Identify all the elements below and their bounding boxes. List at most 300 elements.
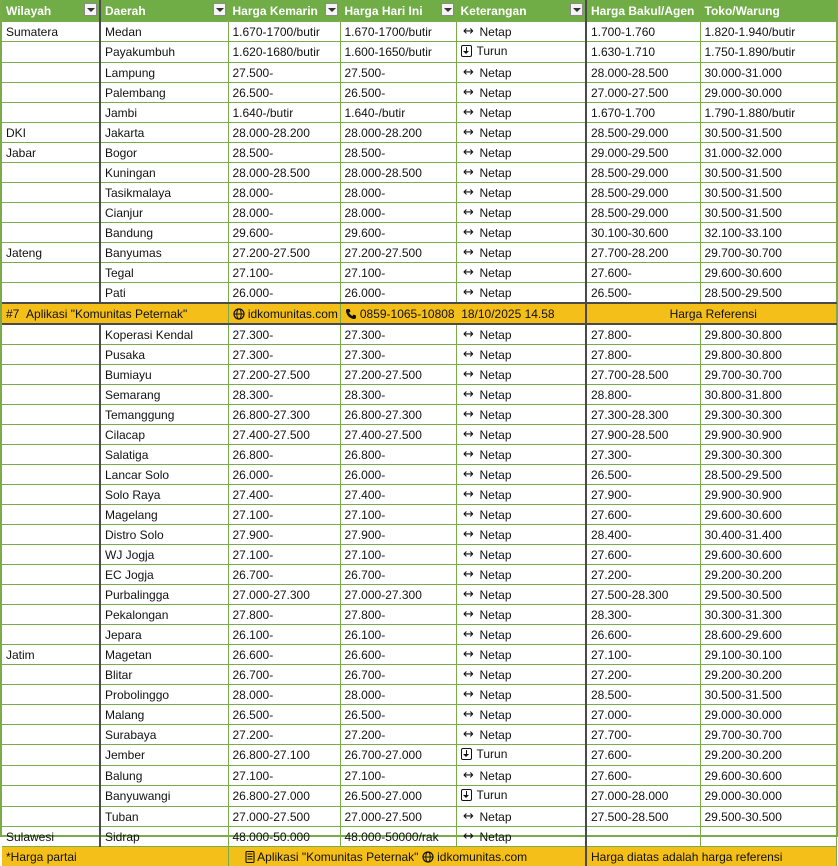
cell-toko-warung[interactable]: 29.600-30.600: [700, 505, 836, 525]
cell-toko-warung[interactable]: 29.200-30.200: [700, 665, 836, 685]
cell-daerah[interactable]: Blitar: [100, 665, 228, 685]
col-header-harga-bakul[interactable]: Harga Bakul/Agen: [586, 0, 700, 22]
cell-daerah[interactable]: Probolinggo: [100, 685, 228, 705]
cell-daerah[interactable]: Distro Solo: [100, 525, 228, 545]
cell-harga-bakul[interactable]: 27.700-28.200: [586, 243, 700, 263]
trend-flat-icon: ↔: [461, 388, 477, 402]
cell-wilayah[interactable]: Jateng: [2, 243, 100, 263]
cell-harga-hari-ini[interactable]: 1.600-1650/butir: [340, 42, 456, 63]
cell-toko-warung[interactable]: 29.000-30.000: [700, 786, 836, 807]
band-site[interactable]: idkomunitas.com: [248, 307, 338, 321]
cell-harga-hari-ini[interactable]: 27.200-27.500: [340, 243, 456, 263]
cell-daerah[interactable]: Pekalongan: [100, 605, 228, 625]
cell-harga-hari-ini[interactable]: 27.500-: [340, 63, 456, 83]
cell-harga-bakul[interactable]: 27.600-: [586, 745, 700, 766]
cell-harga-bakul[interactable]: 27.600-: [586, 766, 700, 786]
cell-daerah[interactable]: Semarang: [100, 385, 228, 405]
trend-flat-icon: ↔: [461, 688, 477, 702]
cell-wilayah[interactable]: [2, 665, 100, 685]
filter-dropdown-icon[interactable]: [570, 3, 583, 16]
cell-harga-kemarin[interactable]: 26.500-: [228, 705, 340, 725]
cell-harga-hari-ini[interactable]: 27.000-27.300: [340, 585, 456, 605]
cell-keterangan[interactable]: [456, 485, 586, 505]
cell-keterangan[interactable]: [456, 42, 586, 63]
cell-keterangan[interactable]: [456, 203, 586, 223]
cell-harga-hari-ini[interactable]: 28.000-: [340, 203, 456, 223]
cell-harga-kemarin[interactable]: 26.800-27.100: [228, 745, 340, 766]
cell-harga-bakul[interactable]: 28.500-29.000: [586, 203, 700, 223]
cell-toko-warung[interactable]: 29.700-30.700: [700, 243, 836, 263]
cell-keterangan[interactable]: [456, 365, 586, 385]
cell-harga-bakul[interactable]: 1.670-1.700: [586, 103, 700, 123]
cell-harga-hari-ini[interactable]: 26.000-: [340, 465, 456, 485]
cell-daerah[interactable]: Bandung: [100, 223, 228, 243]
cell-toko-warung[interactable]: 29.200-30.200: [700, 745, 836, 766]
cell-wilayah[interactable]: [2, 203, 100, 223]
filter-dropdown-icon[interactable]: [325, 3, 338, 16]
cell-keterangan[interactable]: [456, 183, 586, 203]
cell-keterangan[interactable]: [456, 83, 586, 103]
cell-wilayah[interactable]: [2, 807, 100, 827]
cell-harga-kemarin[interactable]: 29.600-: [228, 223, 340, 243]
col-header-daerah[interactable]: Daerah: [100, 0, 228, 22]
cell-harga-bakul[interactable]: 27.200-: [586, 665, 700, 685]
cell-harga-bakul[interactable]: 29.000-29.500: [586, 143, 700, 163]
filter-dropdown-icon[interactable]: [84, 3, 97, 16]
cell-harga-bakul[interactable]: 28.300-: [586, 605, 700, 625]
cell-harga-bakul[interactable]: 28.500-29.000: [586, 163, 700, 183]
cell-harga-hari-ini[interactable]: 26.800-27.300: [340, 405, 456, 425]
cell-toko-warung[interactable]: 29.600-30.600: [700, 545, 836, 565]
trend-flat-icon: ↔: [461, 668, 477, 682]
cell-harga-hari-ini[interactable]: 26.600-: [340, 645, 456, 665]
cell-wilayah[interactable]: [2, 405, 100, 425]
cell-harga-kemarin[interactable]: 26.700-: [228, 665, 340, 685]
cell-wilayah[interactable]: Sulawesi: [2, 827, 100, 847]
cell-harga-bakul[interactable]: 1.630-1.710: [586, 42, 700, 63]
cell-daerah[interactable]: Koperasi Kendal: [100, 324, 228, 345]
cell-toko-warung[interactable]: 29.800-30.800: [700, 324, 836, 345]
cell-harga-kemarin[interactable]: 27.100-: [228, 505, 340, 525]
cell-keterangan[interactable]: [456, 123, 586, 143]
cell-wilayah[interactable]: [2, 585, 100, 605]
cell-harga-hari-ini[interactable]: 27.200-27.500: [340, 365, 456, 385]
cell-keterangan[interactable]: [456, 585, 586, 605]
cell-harga-hari-ini[interactable]: 26.700-: [340, 665, 456, 685]
cell-harga-kemarin[interactable]: 28.000-28.200: [228, 123, 340, 143]
footer-app-cell: [228, 847, 586, 866]
cell-daerah[interactable]: Tegal: [100, 263, 228, 283]
cell-wilayah[interactable]: [2, 685, 100, 705]
cell-harga-bakul[interactable]: 27.700-28.500: [586, 365, 700, 385]
cell-wilayah[interactable]: [2, 183, 100, 203]
cell-daerah[interactable]: Palembang: [100, 83, 228, 103]
cell-harga-hari-ini[interactable]: 27.800-: [340, 605, 456, 625]
cell-harga-kemarin[interactable]: 27.100-: [228, 263, 340, 283]
cell-keterangan[interactable]: [456, 405, 586, 425]
cell-keterangan[interactable]: [456, 665, 586, 685]
trend-flat-icon: ↔: [461, 408, 477, 422]
cell-harga-hari-ini[interactable]: 26.500-: [340, 83, 456, 103]
cell-toko-warung[interactable]: 1.750-1.890/butir: [700, 42, 836, 63]
cell-harga-kemarin[interactable]: 1.640-/butir: [228, 103, 340, 123]
cell-daerah[interactable]: Kuningan: [100, 163, 228, 183]
cell-wilayah[interactable]: [2, 625, 100, 645]
cell-daerah[interactable]: Pati: [100, 283, 228, 304]
cell-daerah[interactable]: Sidrap: [100, 827, 228, 847]
cell-keterangan[interactable]: [456, 243, 586, 263]
cell-toko-warung[interactable]: 29.500-30.500: [700, 585, 836, 605]
cell-daerah[interactable]: Pusaka: [100, 345, 228, 365]
cell-wilayah[interactable]: Jatim: [2, 645, 100, 665]
cell-harga-kemarin[interactable]: 1.620-1680/butir: [228, 42, 340, 63]
col-header-harga-hari-ini[interactable]: Harga Hari Ini: [340, 0, 456, 22]
cell-daerah[interactable]: Medan: [100, 22, 228, 42]
cell-daerah[interactable]: Jambi: [100, 103, 228, 123]
cell-toko-warung[interactable]: 30.300-31.300: [700, 605, 836, 625]
cell-daerah[interactable]: Tuban: [100, 807, 228, 827]
cell-harga-hari-ini[interactable]: 27.000-27.500: [340, 807, 456, 827]
cell-daerah[interactable]: Balung: [100, 766, 228, 786]
cell-harga-hari-ini[interactable]: 26.700-27.000: [340, 745, 456, 766]
cell-toko-warung[interactable]: 29.000-30.000: [700, 705, 836, 725]
cell-daerah[interactable]: Magetan: [100, 645, 228, 665]
cell-keterangan[interactable]: [456, 725, 586, 745]
table-row: [2, 385, 836, 405]
cell-keterangan[interactable]: [456, 263, 586, 283]
cell-daerah[interactable]: Malang: [100, 705, 228, 725]
cell-keterangan[interactable]: [456, 545, 586, 565]
cell-keterangan[interactable]: [456, 445, 586, 465]
cell-wilayah[interactable]: [2, 63, 100, 83]
cell-harga-hari-ini[interactable]: 27.400-27.500: [340, 425, 456, 445]
cell-toko-warung[interactable]: 30.500-31.500: [700, 163, 836, 183]
cell-keterangan[interactable]: [456, 505, 586, 525]
cell-toko-warung[interactable]: 1.790-1.880/butir: [700, 103, 836, 123]
cell-daerah[interactable]: Solo Raya: [100, 485, 228, 505]
cell-keterangan[interactable]: [456, 465, 586, 485]
cell-harga-kemarin[interactable]: 27.100-: [228, 545, 340, 565]
cell-toko-warung[interactable]: 30.500-31.500: [700, 123, 836, 143]
cell-toko-warung[interactable]: 30.500-31.500: [700, 183, 836, 203]
cell-toko-warung[interactable]: 29.300-30.300: [700, 405, 836, 425]
cell-wilayah[interactable]: Jabar: [2, 143, 100, 163]
cell-harga-bakul[interactable]: 27.000-27.500: [586, 83, 700, 103]
cell-harga-kemarin[interactable]: 27.000-27.300: [228, 585, 340, 605]
col-header-wilayah[interactable]: Wilayah: [2, 0, 100, 22]
cell-harga-bakul[interactable]: 28.500-29.000: [586, 183, 700, 203]
cell-harga-kemarin[interactable]: 28.000-: [228, 203, 340, 223]
cell-harga-hari-ini[interactable]: 26.500-: [340, 705, 456, 725]
cell-wilayah[interactable]: [2, 445, 100, 465]
col-header-toko-warung[interactable]: Toko/Warung: [700, 0, 836, 22]
cell-toko-warung[interactable]: 29.000-30.000: [700, 83, 836, 103]
cell-harga-hari-ini[interactable]: 28.000-: [340, 183, 456, 203]
cell-harga-bakul[interactable]: 27.600-: [586, 263, 700, 283]
cell-harga-bakul[interactable]: 28.000-28.500: [586, 63, 700, 83]
cell-keterangan[interactable]: [456, 705, 586, 725]
cell-harga-hari-ini[interactable]: 28.500-: [340, 143, 456, 163]
cell-keterangan[interactable]: [456, 645, 586, 665]
cell-toko-warung[interactable]: 29.900-30.900: [700, 485, 836, 505]
cell-harga-bakul[interactable]: 27.800-: [586, 324, 700, 345]
cell-harga-hari-ini[interactable]: 27.900-: [340, 525, 456, 545]
cell-wilayah[interactable]: [2, 745, 100, 766]
cell-harga-hari-ini[interactable]: 28.000-28.200: [340, 123, 456, 143]
cell-harga-bakul[interactable]: 28.500-: [586, 685, 700, 705]
cell-keterangan[interactable]: [456, 685, 586, 705]
cell-harga-hari-ini[interactable]: 27.300-: [340, 345, 456, 365]
cell-daerah[interactable]: Tasikmalaya: [100, 183, 228, 203]
cell-harga-kemarin[interactable]: 27.100-: [228, 766, 340, 786]
cell-wilayah[interactable]: [2, 283, 100, 304]
cell-wilayah[interactable]: [2, 766, 100, 786]
cell-harga-bakul[interactable]: 27.100-: [586, 645, 700, 665]
cell-harga-bakul[interactable]: 27.700-: [586, 725, 700, 745]
cell-harga-bakul[interactable]: 27.600-: [586, 505, 700, 525]
cell-daerah[interactable]: Cianjur: [100, 203, 228, 223]
cell-harga-hari-ini[interactable]: 26.100-: [340, 625, 456, 645]
cell-harga-hari-ini[interactable]: 28.000-: [340, 685, 456, 705]
cell-toko-warung[interactable]: 29.200-30.200: [700, 565, 836, 585]
cell-wilayah[interactable]: [2, 83, 100, 103]
cell-keterangan[interactable]: [456, 525, 586, 545]
cell-harga-kemarin[interactable]: 26.500-: [228, 83, 340, 103]
cell-harga-bakul[interactable]: 27.600-: [586, 545, 700, 565]
cell-harga-kemarin[interactable]: 27.200-27.500: [228, 365, 340, 385]
cell-keterangan[interactable]: [456, 565, 586, 585]
cell-toko-warung[interactable]: 29.600-30.600: [700, 263, 836, 283]
col-header-harga-kemarin[interactable]: Harga Kemarin: [228, 0, 340, 22]
cell-wilayah[interactable]: [2, 103, 100, 123]
cell-keterangan[interactable]: [456, 425, 586, 445]
cell-harga-kemarin[interactable]: 27.500-: [228, 63, 340, 83]
cell-keterangan[interactable]: [456, 143, 586, 163]
cell-harga-hari-ini[interactable]: 28.000-28.500: [340, 163, 456, 183]
cell-harga-kemarin[interactable]: 27.200-27.500: [228, 243, 340, 263]
keterangan-label: Netap: [480, 586, 512, 604]
trend-flat-icon: ↔: [461, 628, 477, 642]
cell-harga-hari-ini[interactable]: 26.800-: [340, 445, 456, 465]
cell-keterangan[interactable]: [456, 786, 586, 807]
cell-toko-warung[interactable]: 29.100-30.100: [700, 645, 836, 665]
cell-wilayah[interactable]: [2, 42, 100, 63]
cell-harga-kemarin[interactable]: 28.000-: [228, 685, 340, 705]
cell-harga-hari-ini[interactable]: 29.600-: [340, 223, 456, 243]
cell-harga-hari-ini[interactable]: 26.700-: [340, 565, 456, 585]
cell-daerah[interactable]: Cilacap: [100, 425, 228, 445]
cell-harga-bakul[interactable]: 28.400-: [586, 525, 700, 545]
cell-wilayah[interactable]: [2, 223, 100, 243]
cell-daerah[interactable]: Jember: [100, 745, 228, 766]
cell-toko-warung[interactable]: 31.000-32.000: [700, 143, 836, 163]
cell-harga-bakul[interactable]: 27.500-28.300: [586, 585, 700, 605]
cell-daerah[interactable]: EC Jogja: [100, 565, 228, 585]
cell-toko-warung[interactable]: 29.700-30.700: [700, 725, 836, 745]
cell-harga-kemarin[interactable]: 26.800-: [228, 445, 340, 465]
cell-harga-kemarin[interactable]: 28.000-: [228, 183, 340, 203]
cell-daerah[interactable]: Jepara: [100, 625, 228, 645]
cell-harga-bakul[interactable]: 27.200-: [586, 565, 700, 585]
cell-daerah[interactable]: Bogor: [100, 143, 228, 163]
filter-dropdown-icon[interactable]: [213, 3, 226, 16]
cell-harga-kemarin[interactable]: 27.200-: [228, 725, 340, 745]
cell-wilayah[interactable]: [2, 365, 100, 385]
cell-wilayah[interactable]: [2, 324, 100, 345]
cell-wilayah[interactable]: [2, 345, 100, 365]
cell-daerah[interactable]: Jakarta: [100, 123, 228, 143]
cell-toko-warung[interactable]: 28.500-29.500: [700, 283, 836, 304]
keterangan-label: Netap: [480, 726, 512, 744]
cell-keterangan[interactable]: [456, 807, 586, 827]
cell-harga-bakul[interactable]: 27.800-: [586, 345, 700, 365]
cell-harga-kemarin[interactable]: 26.800-27.000: [228, 786, 340, 807]
cell-toko-warung[interactable]: 29.700-30.700: [700, 365, 836, 385]
cell-harga-hari-ini[interactable]: 27.100-: [340, 766, 456, 786]
cell-wilayah[interactable]: [2, 705, 100, 725]
cell-daerah[interactable]: Bumiayu: [100, 365, 228, 385]
cell-keterangan[interactable]: [456, 22, 586, 42]
cell-keterangan[interactable]: [456, 283, 586, 304]
cell-harga-bakul[interactable]: 30.100-30.600: [586, 223, 700, 243]
cell-harga-hari-ini[interactable]: 26.000-: [340, 283, 456, 304]
cell-wilayah[interactable]: [2, 545, 100, 565]
cell-toko-warung[interactable]: 30.500-31.500: [700, 203, 836, 223]
cell-daerah[interactable]: Payakumbuh: [100, 42, 228, 63]
cell-harga-kemarin[interactable]: 26.700-: [228, 565, 340, 585]
cell-harga-hari-ini[interactable]: 28.300-: [340, 385, 456, 405]
cell-daerah[interactable]: Banyumas: [100, 243, 228, 263]
cell-harga-kemarin[interactable]: 27.300-: [228, 324, 340, 345]
cell-harga-kemarin[interactable]: 26.000-: [228, 283, 340, 304]
cell-harga-kemarin[interactable]: 28.000-28.500: [228, 163, 340, 183]
cell-wilayah[interactable]: [2, 565, 100, 585]
cell-harga-hari-ini[interactable]: 27.100-: [340, 263, 456, 283]
cell-daerah[interactable]: Lancar Solo: [100, 465, 228, 485]
cell-harga-hari-ini[interactable]: 1.670-1700/butir: [340, 22, 456, 42]
cell-toko-warung[interactable]: 30.000-31.000: [700, 63, 836, 83]
cell-toko-warung[interactable]: 28.600-29.600: [700, 625, 836, 645]
cell-harga-bakul[interactable]: 27.900-: [586, 485, 700, 505]
cell-wilayah[interactable]: [2, 505, 100, 525]
cell-toko-warung[interactable]: 30.500-31.500: [700, 685, 836, 705]
cell-wilayah[interactable]: [2, 385, 100, 405]
cell-keterangan[interactable]: [456, 163, 586, 183]
cell-harga-kemarin[interactable]: 28.300-: [228, 385, 340, 405]
cell-wilayah[interactable]: [2, 263, 100, 283]
cell-harga-hari-ini[interactable]: 26.500-27.000: [340, 786, 456, 807]
cell-harga-bakul[interactable]: 26.600-: [586, 625, 700, 645]
cell-keterangan[interactable]: [456, 324, 586, 345]
cell-toko-warung[interactable]: 32.100-33.100: [700, 223, 836, 243]
cell-harga-bakul[interactable]: 27.000-: [586, 705, 700, 725]
cell-wilayah[interactable]: DKI: [2, 123, 100, 143]
cell-toko-warung[interactable]: 30.800-31.800: [700, 385, 836, 405]
cell-harga-kemarin[interactable]: 26.000-: [228, 465, 340, 485]
cell-harga-kemarin[interactable]: 26.600-: [228, 645, 340, 665]
cell-keterangan[interactable]: [456, 605, 586, 625]
cell-harga-hari-ini[interactable]: 48.000-50000/rak: [340, 827, 456, 847]
cell-wilayah[interactable]: [2, 605, 100, 625]
cell-keterangan[interactable]: [456, 223, 586, 243]
cell-harga-bakul[interactable]: 27.300-28.300: [586, 405, 700, 425]
cell-harga-bakul[interactable]: 28.800-: [586, 385, 700, 405]
cell-daerah[interactable]: Temanggung: [100, 405, 228, 425]
cell-toko-warung[interactable]: 28.500-29.500: [700, 465, 836, 485]
cell-toko-warung[interactable]: 30.400-31.400: [700, 525, 836, 545]
cell-daerah[interactable]: Surabaya: [100, 725, 228, 745]
cell-harga-kemarin[interactable]: 27.800-: [228, 605, 340, 625]
cell-keterangan[interactable]: [456, 625, 586, 645]
cell-daerah[interactable]: Banyuwangi: [100, 786, 228, 807]
cell-harga-bakul[interactable]: 1.700-1.760: [586, 22, 700, 42]
cell-harga-kemarin[interactable]: 27.400-: [228, 485, 340, 505]
cell-harga-bakul[interactable]: 27.900-28.500: [586, 425, 700, 445]
col-header-keterangan[interactable]: Keterangan: [456, 0, 586, 22]
cell-keterangan[interactable]: [456, 745, 586, 766]
cell-harga-kemarin[interactable]: 48.000-50.000: [228, 827, 340, 847]
cell-wilayah[interactable]: [2, 163, 100, 183]
cell-harga-kemarin[interactable]: 26.100-: [228, 625, 340, 645]
cell-toko-warung[interactable]: 29.600-30.600: [700, 766, 836, 786]
cell-wilayah[interactable]: [2, 786, 100, 807]
cell-harga-kemarin[interactable]: 27.000-27.500: [228, 807, 340, 827]
cell-harga-kemarin[interactable]: 1.670-1700/butir: [228, 22, 340, 42]
cell-harga-bakul[interactable]: 27.300-: [586, 445, 700, 465]
cell-harga-hari-ini[interactable]: 27.400-: [340, 485, 456, 505]
cell-harga-bakul[interactable]: 27.000-28.000: [586, 786, 700, 807]
cell-harga-bakul[interactable]: 26.500-: [586, 465, 700, 485]
cell-toko-warung[interactable]: 29.300-30.300: [700, 445, 836, 465]
cell-toko-warung[interactable]: 29.800-30.800: [700, 345, 836, 365]
cell-wilayah[interactable]: [2, 465, 100, 485]
cell-keterangan[interactable]: [456, 385, 586, 405]
cell-harga-kemarin[interactable]: 26.800-27.300: [228, 405, 340, 425]
cell-keterangan[interactable]: [456, 63, 586, 83]
cell-harga-hari-ini[interactable]: 1.640-/butir: [340, 103, 456, 123]
filter-dropdown-icon[interactable]: [441, 3, 454, 16]
cell-daerah[interactable]: Lampung: [100, 63, 228, 83]
cell-toko-warung[interactable]: 1.820-1.940/butir: [700, 22, 836, 42]
cell-harga-hari-ini[interactable]: 27.200-: [340, 725, 456, 745]
cell-harga-kemarin[interactable]: 28.500-: [228, 143, 340, 163]
cell-harga-hari-ini[interactable]: 27.100-: [340, 505, 456, 525]
cell-daerah[interactable]: WJ Jogja: [100, 545, 228, 565]
cell-keterangan[interactable]: [456, 103, 586, 123]
cell-wilayah[interactable]: [2, 725, 100, 745]
cell-harga-kemarin[interactable]: 27.400-27.500: [228, 425, 340, 445]
cell-harga-hari-ini[interactable]: 27.300-: [340, 324, 456, 345]
cell-daerah[interactable]: Purbalingga: [100, 585, 228, 605]
cell-harga-hari-ini[interactable]: 27.100-: [340, 545, 456, 565]
cell-harga-bakul[interactable]: 27.500-28.500: [586, 807, 700, 827]
cell-harga-bakul[interactable]: 26.500-: [586, 283, 700, 304]
cell-wilayah[interactable]: Sumatera: [2, 22, 100, 42]
cell-wilayah[interactable]: [2, 425, 100, 445]
cell-wilayah[interactable]: [2, 485, 100, 505]
cell-keterangan[interactable]: [456, 345, 586, 365]
cell-harga-kemarin[interactable]: 27.900-: [228, 525, 340, 545]
cell-harga-bakul[interactable]: 28.500-29.000: [586, 123, 700, 143]
cell-harga-kemarin[interactable]: 27.300-: [228, 345, 340, 365]
cell-daerah[interactable]: Salatiga: [100, 445, 228, 465]
cell-wilayah[interactable]: [2, 525, 100, 545]
cell-toko-warung[interactable]: 29.500-30.500: [700, 807, 836, 827]
footer-site[interactable]: idkomunitas.com: [437, 850, 527, 864]
cell-daerah[interactable]: Magelang: [100, 505, 228, 525]
cell-toko-warung[interactable]: 29.900-30.900: [700, 425, 836, 445]
cell-keterangan[interactable]: [456, 766, 586, 786]
